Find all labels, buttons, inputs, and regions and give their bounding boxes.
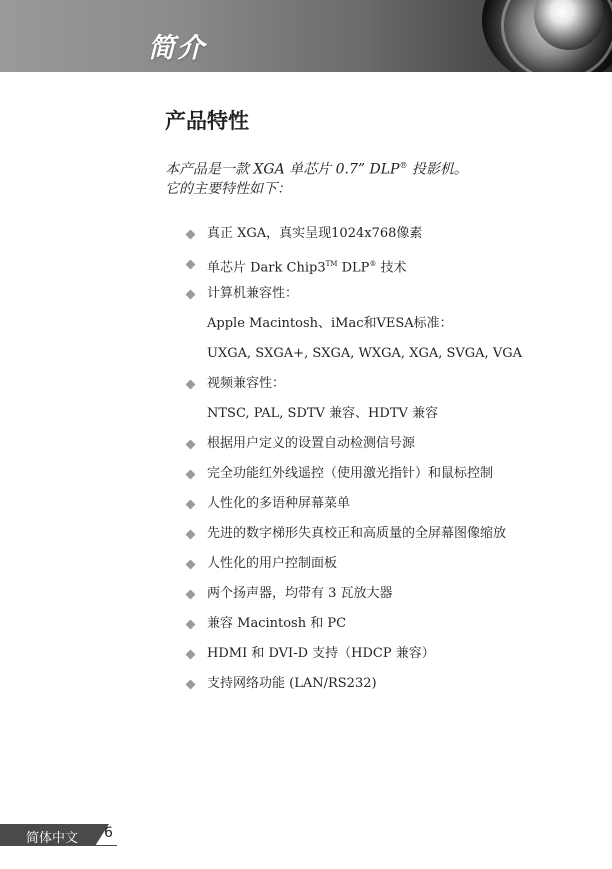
diamond-bullet-icon bbox=[186, 680, 196, 690]
diamond-bullet-icon bbox=[186, 440, 196, 450]
page-footer bbox=[0, 821, 612, 851]
diamond-bullet-icon bbox=[186, 290, 196, 300]
feature-item: 计算机兼容性： bbox=[187, 284, 522, 314]
feature-subitem: NTSC, PAL, SDTV 兼容、HDTV 兼容 bbox=[207, 406, 439, 421]
feature-item: 兼容 Macintosh 和 PC bbox=[187, 614, 522, 644]
diamond-bullet-icon bbox=[186, 380, 196, 390]
feature-item: 单芯片 Dark Chip3™ DLP® 技术 bbox=[187, 254, 522, 284]
section-title: 产品特性 bbox=[165, 109, 249, 133]
footer-language-label: 简体中文 bbox=[26, 831, 79, 846]
diamond-bullet-icon bbox=[186, 620, 196, 630]
header-title: 简介 bbox=[148, 33, 206, 64]
feature-item: 先进的数字梯形失真校正和高质量的全屏幕图像缩放 bbox=[187, 524, 522, 554]
footer-divider bbox=[95, 845, 117, 846]
feature-item: 两个扬声器，均带有 3 瓦放大器 bbox=[187, 584, 522, 614]
diamond-bullet-icon bbox=[186, 590, 196, 600]
feature-item: 根据用户定义的设置自动检测信号源 bbox=[187, 434, 522, 464]
diamond-bullet-icon bbox=[186, 260, 196, 270]
feature-item: 人性化的多语种屏幕菜单 bbox=[187, 494, 522, 524]
feature-subitem: Apple Macintosh、iMac和VESA标准： bbox=[207, 316, 453, 331]
feature-item: 人性化的用户控制面板 bbox=[187, 554, 522, 584]
feature-subitem: UXGA, SXGA+, SXGA, WXGA, XGA, SVGA, VGA bbox=[207, 346, 522, 361]
diamond-bullet-icon bbox=[186, 500, 196, 510]
intro-line-2: 它的主要特性如下： bbox=[165, 180, 291, 197]
diamond-bullet-icon bbox=[186, 530, 196, 540]
intro-text bbox=[165, 156, 468, 199]
page-number: 6 bbox=[104, 825, 113, 841]
feature-list bbox=[187, 224, 522, 704]
diamond-bullet-icon bbox=[186, 650, 196, 660]
diamond-bullet-icon bbox=[186, 230, 196, 240]
feature-item: 支持网络功能 (LAN/RS232) bbox=[187, 674, 522, 704]
feature-item: 完全功能红外线遥控（使用激光指针）和鼠标控制 bbox=[187, 464, 522, 494]
feature-item: 视频兼容性： bbox=[187, 374, 522, 404]
feature-item: HDMI 和 DVI-D 支持（HDCP 兼容） bbox=[187, 644, 522, 674]
header-banner bbox=[0, 0, 612, 72]
feature-item: 真正 XGA，真实呈现1024x768像素 bbox=[187, 224, 522, 254]
diamond-bullet-icon bbox=[186, 560, 196, 570]
intro-line-1: 本产品是一款 XGA 单芯片 0.7” DLP® 投影机。 bbox=[165, 161, 468, 178]
diamond-bullet-icon bbox=[186, 470, 196, 480]
